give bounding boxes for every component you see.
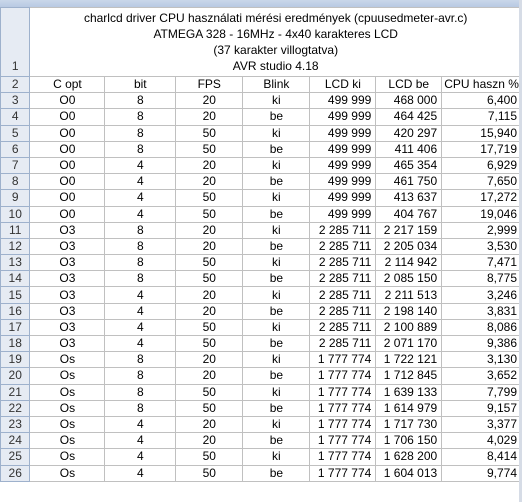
data-cell[interactable]: 50 (176, 125, 243, 141)
column-title-cell[interactable]: CPU haszn % (442, 77, 522, 93)
data-cell[interactable]: 4 (105, 303, 176, 319)
row-header[interactable]: 8 (1, 174, 30, 190)
row-header[interactable]: 19 (1, 352, 30, 368)
data-cell[interactable]: 20 (176, 222, 243, 238)
data-cell[interactable]: 50 (176, 319, 243, 335)
data-cell[interactable]: 20 (176, 174, 243, 190)
data-cell[interactable]: O3 (30, 319, 105, 335)
data-cell[interactable]: 8,086 (442, 319, 522, 335)
data-cell[interactable]: be (243, 336, 310, 352)
data-cell[interactable]: ki (243, 384, 310, 400)
data-cell[interactable]: 8 (105, 352, 176, 368)
data-cell[interactable]: 4 (105, 433, 176, 449)
data-cell[interactable]: ki (243, 222, 310, 238)
data-cell[interactable]: 4 (105, 336, 176, 352)
data-cell[interactable]: 20 (176, 93, 243, 109)
data-cell[interactable]: Os (30, 352, 105, 368)
data-cell[interactable]: be (243, 400, 310, 416)
data-cell[interactable]: 3,530 (442, 238, 522, 254)
data-cell[interactable]: 2 198 140 (376, 303, 442, 319)
data-cell[interactable]: O0 (30, 93, 105, 109)
data-cell[interactable]: Os (30, 400, 105, 416)
data-cell[interactable]: Os (30, 449, 105, 465)
title-line: AVR studio 4.18 (232, 59, 319, 73)
data-cell[interactable]: ki (243, 125, 310, 141)
sheet-title-cell[interactable] (30, 8, 522, 77)
data-cell[interactable]: 499 999 (310, 157, 376, 173)
data-cell[interactable]: 50 (176, 255, 243, 271)
row-header[interactable]: 7 (1, 157, 30, 173)
data-cell[interactable]: be (243, 141, 310, 157)
data-cell[interactable]: 499 999 (310, 206, 376, 222)
data-cell[interactable]: 1 777 774 (310, 449, 376, 465)
data-cell[interactable]: 8,775 (442, 271, 522, 287)
data-cell[interactable]: 1 777 774 (310, 416, 376, 432)
table-row (1, 255, 522, 271)
data-cell[interactable]: Os (30, 368, 105, 384)
data-cell[interactable]: 9,157 (442, 400, 522, 416)
data-cell[interactable]: 411 406 (376, 141, 442, 157)
data-cell[interactable]: 1 777 774 (310, 384, 376, 400)
sheet-row (1, 8, 522, 77)
data-cell[interactable]: O0 (30, 206, 105, 222)
data-cell[interactable]: 1 712 845 (376, 368, 442, 384)
table-row (1, 271, 522, 287)
data-cell[interactable]: 19,046 (442, 206, 522, 222)
data-cell[interactable]: 2 285 711 (310, 319, 376, 335)
data-cell[interactable]: be (243, 271, 310, 287)
row-header[interactable]: 15 (1, 287, 30, 303)
data-cell[interactable]: 1 639 133 (376, 384, 442, 400)
data-cell[interactable]: be (243, 174, 310, 190)
data-cell[interactable]: Os (30, 384, 105, 400)
data-cell[interactable]: 1 777 774 (310, 368, 376, 384)
data-cell[interactable]: ki (243, 449, 310, 465)
data-cell[interactable]: 2,999 (442, 222, 522, 238)
data-cell[interactable]: 420 297 (376, 125, 442, 141)
data-cell[interactable]: 1 722 121 (376, 352, 442, 368)
row-header[interactable]: 16 (1, 303, 30, 319)
data-cell[interactable]: 4 (105, 449, 176, 465)
data-cell[interactable]: 1 777 774 (310, 433, 376, 449)
row-header[interactable]: 13 (1, 255, 30, 271)
row-header[interactable]: 4 (1, 109, 30, 125)
table-row (1, 157, 522, 173)
data-cell[interactable]: 8 (105, 93, 176, 109)
data-cell[interactable]: 50 (176, 384, 243, 400)
data-cell[interactable]: 1 777 774 (310, 465, 376, 481)
data-cell[interactable]: ki (243, 157, 310, 173)
row-header[interactable]: 14 (1, 271, 30, 287)
table-row (1, 319, 522, 335)
table-row (1, 416, 522, 432)
row-header[interactable]: 18 (1, 336, 30, 352)
data-cell[interactable]: 15,940 (442, 125, 522, 141)
data-cell[interactable]: 20 (176, 303, 243, 319)
data-cell[interactable]: 1 614 979 (376, 400, 442, 416)
data-cell[interactable]: O0 (30, 174, 105, 190)
row-header[interactable]: 22 (1, 400, 30, 416)
data-cell[interactable]: be (243, 238, 310, 254)
data-cell[interactable]: Os (30, 465, 105, 481)
data-cell[interactable]: 2 285 711 (310, 303, 376, 319)
data-cell[interactable]: O0 (30, 109, 105, 125)
data-cell[interactable]: O3 (30, 336, 105, 352)
data-cell[interactable]: 9,386 (442, 336, 522, 352)
data-cell[interactable]: 8 (105, 238, 176, 254)
data-cell[interactable]: 4 (105, 190, 176, 206)
data-cell[interactable]: O0 (30, 125, 105, 141)
data-cell[interactable]: O3 (30, 271, 105, 287)
data-cell[interactable]: 50 (176, 449, 243, 465)
table-row (1, 206, 522, 222)
data-cell[interactable]: 465 354 (376, 157, 442, 173)
data-cell[interactable]: 413 637 (376, 190, 442, 206)
data-cell[interactable]: 1 777 774 (310, 352, 376, 368)
data-cell[interactable]: ki (243, 255, 310, 271)
data-cell[interactable]: ki (243, 287, 310, 303)
row-header[interactable]: 17 (1, 319, 30, 335)
data-cell[interactable]: 2 071 170 (376, 336, 442, 352)
table-row (1, 449, 522, 465)
data-cell[interactable]: 7,799 (442, 384, 522, 400)
table-row (1, 384, 522, 400)
data-cell[interactable]: be (243, 433, 310, 449)
data-cell[interactable]: 499 999 (310, 190, 376, 206)
data-cell[interactable]: 8 (105, 222, 176, 238)
data-cell[interactable]: 8 (105, 271, 176, 287)
data-cell[interactable]: 50 (176, 400, 243, 416)
table-row (1, 238, 522, 254)
column-title-cell[interactable]: bit (105, 77, 176, 93)
row-header[interactable]: 11 (1, 222, 30, 238)
table-row (1, 400, 522, 416)
data-cell[interactable]: O0 (30, 190, 105, 206)
data-cell[interactable]: 2 211 513 (376, 287, 442, 303)
data-cell[interactable]: O3 (30, 287, 105, 303)
data-cell[interactable]: Os (30, 416, 105, 432)
table-row (1, 190, 522, 206)
data-cell[interactable]: 50 (176, 271, 243, 287)
data-cell[interactable]: 4 (105, 157, 176, 173)
data-cell[interactable]: 2 285 711 (310, 222, 376, 238)
table-row (1, 465, 522, 481)
data-cell[interactable]: 499 999 (310, 109, 376, 125)
column-title-cell[interactable]: C opt (30, 77, 105, 93)
data-cell[interactable]: Os (30, 433, 105, 449)
row-header[interactable]: 24 (1, 433, 30, 449)
title-line: (37 karakter villogtatva) (213, 43, 339, 57)
data-cell[interactable]: 8 (105, 368, 176, 384)
data-cell[interactable]: ki (243, 319, 310, 335)
table-row (1, 222, 522, 238)
data-cell[interactable]: ki (243, 93, 310, 109)
data-cell[interactable]: 20 (176, 287, 243, 303)
data-cell[interactable]: 4 (105, 319, 176, 335)
data-cell[interactable]: 2 085 150 (376, 271, 442, 287)
data-cell[interactable]: 7,471 (442, 255, 522, 271)
table-row (1, 368, 522, 384)
data-cell[interactable]: 17,272 (442, 190, 522, 206)
data-cell[interactable]: ki (243, 190, 310, 206)
data-cell[interactable]: 4 (105, 416, 176, 432)
title-line: ATMEGA 328 - 16MHz - 4x40 karakteres LCD (153, 27, 398, 41)
data-cell[interactable]: 2 285 711 (310, 238, 376, 254)
table-row (1, 303, 522, 319)
table-row (1, 287, 522, 303)
data-cell[interactable]: 2 217 159 (376, 222, 442, 238)
data-cell[interactable]: 3,831 (442, 303, 522, 319)
data-cell[interactable]: 1 706 150 (376, 433, 442, 449)
row-header[interactable]: 10 (1, 206, 30, 222)
data-cell[interactable]: 20 (176, 352, 243, 368)
header-row (1, 77, 522, 93)
data-cell[interactable]: 7,115 (442, 109, 522, 125)
data-cell[interactable]: 1 717 730 (376, 416, 442, 432)
row-header[interactable]: 6 (1, 141, 30, 157)
data-cell[interactable]: 2 285 711 (310, 287, 376, 303)
data-cell[interactable]: 8 (105, 125, 176, 141)
data-cell[interactable]: 404 767 (376, 206, 442, 222)
table-row (1, 433, 522, 449)
data-cell[interactable]: 8 (105, 109, 176, 125)
column-title-cell[interactable]: LCD ki (310, 77, 376, 93)
data-cell[interactable]: 2 100 889 (376, 319, 442, 335)
data-cell[interactable]: 4 (105, 465, 176, 481)
data-cell[interactable]: 3,130 (442, 352, 522, 368)
data-cell[interactable]: 8 (105, 141, 176, 157)
column-title-cell[interactable]: FPS (176, 77, 243, 93)
data-cell[interactable]: 3,246 (442, 287, 522, 303)
data-cell[interactable]: 499 999 (310, 174, 376, 190)
table-row (1, 141, 522, 157)
data-cell[interactable]: 7,650 (442, 174, 522, 190)
row-header[interactable]: 9 (1, 190, 30, 206)
row-header[interactable]: 3 (1, 93, 30, 109)
data-cell[interactable]: 50 (176, 141, 243, 157)
data-cell[interactable]: 2 114 942 (376, 255, 442, 271)
data-cell[interactable]: 2 285 711 (310, 271, 376, 287)
data-cell[interactable]: be (243, 303, 310, 319)
row-header[interactable]: 25 (1, 449, 30, 465)
row-header[interactable]: 26 (1, 465, 30, 481)
data-cell[interactable]: 1 628 200 (376, 449, 442, 465)
data-cell[interactable]: O3 (30, 238, 105, 254)
data-cell[interactable]: 1 604 013 (376, 465, 442, 481)
data-cell[interactable]: 2 285 711 (310, 336, 376, 352)
data-cell[interactable]: 8 (105, 384, 176, 400)
data-cell[interactable]: be (243, 368, 310, 384)
data-cell[interactable]: 17,719 (442, 141, 522, 157)
data-cell[interactable]: 499 999 (310, 141, 376, 157)
row-header[interactable]: 23 (1, 416, 30, 432)
data-cell[interactable]: 464 425 (376, 109, 442, 125)
data-cell[interactable]: 6,400 (442, 93, 522, 109)
data-cell[interactable]: 50 (176, 336, 243, 352)
table-row (1, 174, 522, 190)
spreadsheet-grid (0, 7, 522, 482)
data-cell[interactable]: 20 (176, 433, 243, 449)
table-row (1, 93, 522, 109)
data-cell[interactable]: O0 (30, 157, 105, 173)
data-cell[interactable]: 50 (176, 206, 243, 222)
data-cell[interactable]: be (243, 465, 310, 481)
data-cell[interactable]: 20 (176, 109, 243, 125)
data-cell[interactable]: 468 000 (376, 93, 442, 109)
data-cell[interactable]: 461 750 (376, 174, 442, 190)
row-header[interactable]: 2 (1, 77, 30, 93)
row-header[interactable]: 20 (1, 368, 30, 384)
row-header[interactable]: 5 (1, 125, 30, 141)
row-header[interactable]: 12 (1, 238, 30, 254)
column-title-cell[interactable]: Blink (243, 77, 310, 93)
data-cell[interactable]: 3,377 (442, 416, 522, 432)
data-cell[interactable]: 4 (105, 206, 176, 222)
data-cell[interactable]: 1 777 774 (310, 400, 376, 416)
table-row (1, 125, 522, 141)
data-cell[interactable]: 2 285 711 (310, 255, 376, 271)
data-cell[interactable]: 20 (176, 157, 243, 173)
data-cell[interactable]: 8 (105, 400, 176, 416)
table-row (1, 109, 522, 125)
data-cell[interactable]: 499 999 (310, 93, 376, 109)
data-cell[interactable]: 2 205 034 (376, 238, 442, 254)
table-row (1, 336, 522, 352)
row-header[interactable]: 1 (1, 8, 30, 77)
data-cell[interactable]: 4 (105, 174, 176, 190)
data-cell[interactable]: 20 (176, 238, 243, 254)
data-cell[interactable]: O0 (30, 141, 105, 157)
data-cell[interactable]: 50 (176, 465, 243, 481)
data-cell[interactable]: 4,029 (442, 433, 522, 449)
row-header[interactable]: 21 (1, 384, 30, 400)
data-cell[interactable]: 50 (176, 190, 243, 206)
data-cell[interactable]: O3 (30, 222, 105, 238)
data-cell[interactable]: 4 (105, 287, 176, 303)
data-cell[interactable]: be (243, 206, 310, 222)
table-row (1, 352, 522, 368)
data-cell[interactable]: ki (243, 352, 310, 368)
data-cell[interactable]: 6,929 (442, 157, 522, 173)
data-cell[interactable]: O3 (30, 255, 105, 271)
data-cell[interactable]: 3,652 (442, 368, 522, 384)
data-cell[interactable]: ki (243, 416, 310, 432)
data-cell[interactable]: 499 999 (310, 125, 376, 141)
data-cell[interactable]: 20 (176, 416, 243, 432)
data-cell[interactable]: O3 (30, 303, 105, 319)
column-title-cell[interactable]: LCD be (376, 77, 442, 93)
data-cell[interactable]: 9,774 (442, 465, 522, 481)
data-cell[interactable]: be (243, 109, 310, 125)
data-cell[interactable]: 8,414 (442, 449, 522, 465)
title-line: charlcd driver CPU használati mérési eredmények (cpuusedmeter-avr.c) (83, 11, 468, 25)
data-cell[interactable]: 20 (176, 368, 243, 384)
data-cell[interactable]: 8 (105, 255, 176, 271)
